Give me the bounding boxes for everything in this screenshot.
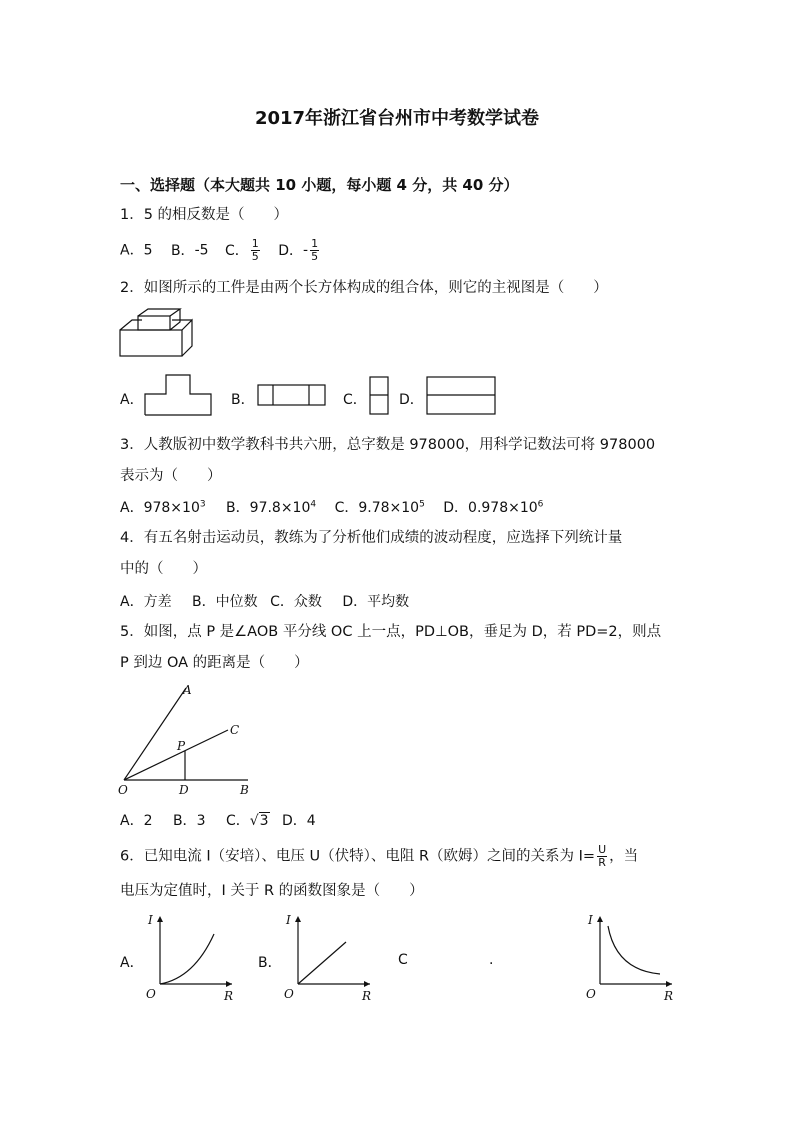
q3-option-c: 9.78×10 xyxy=(358,500,420,516)
graph-a-curve xyxy=(160,934,214,984)
q3-option-b-exp: 4 xyxy=(310,499,317,510)
q2-option-a-figure xyxy=(144,374,214,416)
q2-option-b-label: B． xyxy=(231,392,255,408)
ray-oa xyxy=(124,688,186,780)
graph-d-x-label: R xyxy=(664,989,674,1003)
q5-option-a: 2 xyxy=(143,813,153,829)
q5-options xyxy=(120,810,316,830)
q5-option-b-label: B． xyxy=(172,813,197,829)
label-p: P xyxy=(177,739,186,753)
q1-option-a: 5 xyxy=(143,242,153,259)
graph-a-y-label: I xyxy=(148,913,153,927)
q5-option-d-label: D． xyxy=(282,813,307,829)
q6-graph-b xyxy=(280,912,375,1004)
q6-stem-line1 xyxy=(120,844,638,869)
q1-option-d-sign: - xyxy=(303,242,309,259)
q3-option-c-label: C． xyxy=(334,500,359,516)
q6-frac-den: R xyxy=(598,856,606,869)
q2-option-c-figure xyxy=(369,376,391,416)
q3-option-b-label: B． xyxy=(226,500,250,516)
q4-stem-line1: 4．有五名射击运动员，教练为了分析他们成绩的波动程度，应选择下列统计量 xyxy=(120,530,623,546)
q3-option-b: 97.8×10 xyxy=(249,500,311,516)
q5-stem-line2: P 到边 OA 的距离是（ ） xyxy=(120,655,309,671)
q3-option-d-label: D． xyxy=(443,500,469,516)
q6-option-d-label: . xyxy=(489,952,494,968)
q5-stem-line1: 5．如图，点 P 是∠AOB 平分线 OC 上一点，PD⊥OB，垂足为 D，若 PD=2，则点 xyxy=(120,624,662,640)
q1-option-b: -5 xyxy=(194,242,209,259)
q1-options xyxy=(120,238,321,263)
q4-option-b: 中位数 xyxy=(215,594,258,610)
graph-d-y-label: I xyxy=(588,913,593,927)
q5-option-a-label: A． xyxy=(120,813,144,829)
graph-b-x-label: R xyxy=(362,989,372,1003)
q5-option-c-sqrt: √3 xyxy=(249,813,269,829)
label-b: B xyxy=(240,783,249,797)
q4-option-d-label: D． xyxy=(342,594,368,610)
q4-option-d: 平均数 xyxy=(367,594,410,610)
q6-frac-num: U xyxy=(598,843,607,856)
q4-options xyxy=(120,591,409,611)
graph-a-x-label: R xyxy=(224,989,234,1003)
q1-option-c-den: 5 xyxy=(251,250,259,263)
q3-option-d-exp: 6 xyxy=(537,499,544,510)
graph-a-origin: O xyxy=(146,987,156,1001)
q6-graph-a xyxy=(142,912,237,1004)
graph-b-line xyxy=(298,942,346,984)
q1-option-b-label: B． xyxy=(170,242,195,259)
q2-stem: 2．如图所示的工件是由两个长方体构成的组合体，则它的主视图是（ ） xyxy=(120,280,608,296)
graph-d-origin: O xyxy=(586,987,596,1001)
q2-option-c-label: C． xyxy=(343,392,367,408)
graph-d-curve xyxy=(608,926,660,974)
q5-option-c-radicand: 3 xyxy=(259,813,269,829)
graph-b-origin: O xyxy=(284,987,294,1001)
q5-option-b: 3 xyxy=(196,813,206,829)
q3-option-a: 978×10 xyxy=(143,500,200,516)
q3-option-a-exp: 3 xyxy=(199,499,206,510)
q2-option-a-label: A． xyxy=(120,392,144,408)
q6-stem-line2: 电压为定值时，I 关于 R 的函数图象是（ ） xyxy=(120,883,424,899)
q2-solid-figure xyxy=(118,308,198,360)
ray-oc xyxy=(124,730,228,780)
q3-option-c-exp: 5 xyxy=(419,499,425,510)
label-o: O xyxy=(118,783,128,797)
q3-option-a-label: A． xyxy=(120,500,144,516)
q6-option-b-label: B． xyxy=(258,955,282,971)
graph-b-y-label: I xyxy=(286,913,291,927)
q1-option-c-num: 1 xyxy=(251,237,259,250)
q1-option-c-label: C． xyxy=(224,242,249,259)
section-heading: 一、选择题（本大题共 10 小题，每小题 4 分，共 40 分） xyxy=(120,176,519,194)
page-title: 2017年浙江省台州市中考数学试卷 xyxy=(254,108,540,129)
q5-angle-figure xyxy=(116,682,261,800)
q1-option-d-label: D． xyxy=(278,242,303,259)
q1-option-d-den: 5 xyxy=(311,250,319,263)
q4-option-a: 方差 xyxy=(143,594,172,610)
q6-graph-d xyxy=(582,912,677,1004)
q6-ohm-fraction xyxy=(597,844,607,869)
q5-option-c-label: C． xyxy=(225,813,250,829)
q3-option-d: 0.978×10 xyxy=(468,500,538,516)
q6-option-c-label: C xyxy=(398,952,408,968)
q5-option-d: 4 xyxy=(306,813,316,829)
q4-option-c-label: C． xyxy=(270,594,294,610)
q3-stem-line1: 3．人教版初中数学教科书共六册，总字数是 978000，用科学记数法可将 978000 xyxy=(120,437,656,453)
q3-options xyxy=(120,497,543,517)
q1-stem: 1．5 的相反数是（ ） xyxy=(120,207,289,223)
q1-option-d-num: 1 xyxy=(311,237,319,250)
q6-stem-line1b: ，当 xyxy=(609,848,639,865)
q4-option-b-label: B． xyxy=(192,594,216,610)
q4-option-c: 众数 xyxy=(293,594,322,610)
label-d: D xyxy=(179,783,189,797)
label-c: C xyxy=(230,723,240,737)
q2-option-b-figure xyxy=(257,384,327,406)
q1-option-a-label: A． xyxy=(120,242,144,259)
label-a: A xyxy=(183,683,192,697)
q3-stem-line2: 表示为（ ） xyxy=(120,468,222,484)
q2-option-d-label: D． xyxy=(399,392,424,408)
q1-option-c-fraction xyxy=(251,238,260,263)
q4-option-a-label: A． xyxy=(120,594,144,610)
q6-stem-line1a: 6．已知电流 I（安培）、电压 U（伏特）、电阻 R（欧姆）之间的关系为 I= xyxy=(120,848,596,865)
q6-option-a-label: A． xyxy=(120,955,144,971)
q2-option-d-figure xyxy=(426,376,498,416)
q4-stem-line2: 中的（ ） xyxy=(120,561,207,577)
q1-option-d-fraction xyxy=(310,238,319,263)
